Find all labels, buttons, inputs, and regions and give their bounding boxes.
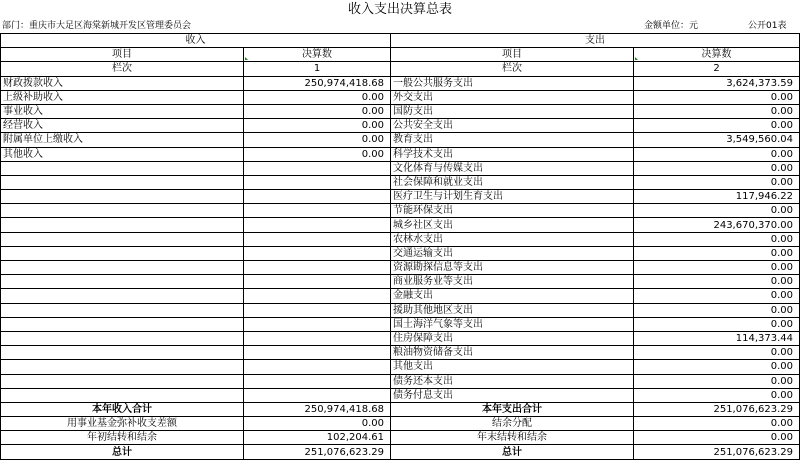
table-row	[1, 104, 800, 118]
expense-amount: 0.00	[634, 204, 800, 218]
income-amount: 0.00	[244, 133, 391, 147]
income-item-label	[1, 289, 244, 303]
income-item-label: 其他收入	[1, 147, 244, 161]
expense-item-label: 节能环保支出	[391, 204, 634, 218]
table-row	[1, 76, 800, 90]
income-item-label	[1, 232, 244, 246]
expense-item-label: 医疗卫生与计划生育支出	[391, 190, 634, 204]
income-amount	[244, 218, 391, 232]
income-item-label: 上级补助收入	[1, 90, 244, 104]
expense-amount: 0.00	[634, 261, 800, 275]
expense-total-label: 总计	[391, 445, 634, 459]
expense-item-label: 援助其他地区支出	[391, 303, 634, 317]
expense-item-label: 国土海洋气象等支出	[391, 317, 634, 331]
income-item-label: 经营收入	[1, 119, 244, 133]
expense-amount: 117,946.22	[634, 190, 800, 204]
income-item-label	[1, 303, 244, 317]
expense-amount: 0.00	[634, 90, 800, 104]
expense-item-label: 农林水支出	[391, 232, 634, 246]
expense-amount: 0.00	[634, 303, 800, 317]
income-amount: 250,974,418.68	[244, 76, 391, 90]
expense-amount: 0.00	[634, 119, 800, 133]
income-amount	[244, 204, 391, 218]
table-row	[1, 119, 800, 133]
income-amount	[244, 161, 391, 175]
expense-item-label: 外交支出	[391, 90, 634, 104]
total-row	[1, 445, 800, 459]
income-amount	[244, 303, 391, 317]
expense-col-number: 2	[634, 62, 800, 76]
income-item-label	[1, 218, 244, 232]
expense-amount: 0.00	[634, 147, 800, 161]
income-amount	[244, 388, 391, 402]
income-amount	[244, 360, 391, 374]
income-amount: 0.00	[244, 90, 391, 104]
table-row	[1, 246, 800, 260]
income-amount	[244, 289, 391, 303]
expense-amount: 0.00	[634, 360, 800, 374]
table-row	[1, 218, 800, 232]
expense-item-label: 城乡社区支出	[391, 218, 634, 232]
expense-item-header: 项目	[391, 48, 634, 62]
income-amount	[244, 261, 391, 275]
income-item-label: 事业收入	[1, 104, 244, 118]
table-row	[1, 289, 800, 303]
income-item-label	[1, 360, 244, 374]
table-row	[1, 147, 800, 161]
table-row	[1, 133, 800, 147]
table-row	[1, 303, 800, 317]
expense-amount-header: 决算数	[634, 48, 800, 62]
income-amount-header: 决算数	[244, 48, 391, 62]
income-total-label: 年初结转和结余	[1, 431, 244, 445]
table-row	[1, 331, 800, 345]
income-amount	[244, 175, 391, 189]
income-amount: 0.00	[244, 119, 391, 133]
income-item-label	[1, 261, 244, 275]
income-rowno-label: 栏次	[1, 62, 244, 76]
income-total-label: 用事业基金弥补收支差额	[1, 417, 244, 431]
income-item-label	[1, 388, 244, 402]
table-row	[1, 190, 800, 204]
expense-amount: 0.00	[634, 374, 800, 388]
income-total-amount: 250,974,418.68	[244, 402, 391, 416]
table-code: 公开01表	[748, 21, 787, 31]
expense-amount: 3,549,560.04	[634, 133, 800, 147]
expense-item-label: 粮油物资储备支出	[391, 346, 634, 360]
expense-amount: 0.00	[634, 317, 800, 331]
expense-item-label: 公共安全支出	[391, 119, 634, 133]
expense-item-label: 一般公共服务支出	[391, 76, 634, 90]
income-item-label	[1, 246, 244, 260]
table-row	[1, 317, 800, 331]
row-number-row	[1, 62, 800, 76]
expense-total-amount: 0.00	[634, 417, 800, 431]
expense-item-label: 社会保障和就业支出	[391, 175, 634, 189]
expense-item-label: 资源勘探信息等支出	[391, 261, 634, 275]
expense-item-label: 债务付息支出	[391, 388, 634, 402]
income-item-label	[1, 275, 244, 289]
unit-label: 金额单位：元	[644, 21, 699, 31]
budget-table	[0, 33, 800, 460]
income-item-label	[1, 204, 244, 218]
expense-amount: 0.00	[634, 388, 800, 402]
income-item-label	[1, 331, 244, 345]
section-header-row	[1, 34, 800, 48]
table-row	[1, 204, 800, 218]
table-row	[1, 374, 800, 388]
income-item-label	[1, 190, 244, 204]
income-item-label	[1, 317, 244, 331]
income-amount	[244, 346, 391, 360]
page-title: 收入支出决算总表	[347, 2, 452, 17]
income-amount	[244, 246, 391, 260]
expense-rowno-label: 栏次	[391, 62, 634, 76]
expense-item-label: 其他支出	[391, 360, 634, 374]
table-row	[1, 232, 800, 246]
expense-amount: 243,670,370.00	[634, 218, 800, 232]
expense-item-label: 国防支出	[391, 104, 634, 118]
income-amount	[244, 374, 391, 388]
expense-item-label: 债务还本支出	[391, 374, 634, 388]
expense-item-label: 文化体育与传媒支出	[391, 161, 634, 175]
income-item-label: 财政拨款收入	[1, 76, 244, 90]
expense-amount: 114,373.44	[634, 331, 800, 345]
total-row	[1, 431, 800, 445]
income-item-label	[1, 161, 244, 175]
department-label: 部门：重庆市大足区海棠新城开发区管理委员会	[2, 21, 192, 31]
table-row	[1, 90, 800, 104]
income-total-amount: 0.00	[244, 417, 391, 431]
expense-item-label: 交通运输支出	[391, 246, 634, 260]
expense-amount: 0.00	[634, 161, 800, 175]
income-col-number: 1	[244, 62, 391, 76]
expense-total-label: 年末结转和结余	[391, 431, 634, 445]
income-amount	[244, 190, 391, 204]
income-item-label	[1, 175, 244, 189]
table-row	[1, 175, 800, 189]
total-row	[1, 417, 800, 431]
expense-amount: 0.00	[634, 346, 800, 360]
expense-amount: 0.00	[634, 104, 800, 118]
income-total-label: 总计	[1, 445, 244, 459]
income-item-label: 附属单位上缴收入	[1, 133, 244, 147]
table-row	[1, 360, 800, 374]
expense-item-label: 金融支出	[391, 289, 634, 303]
income-amount: 0.00	[244, 104, 391, 118]
expense-header: 支出	[391, 34, 800, 48]
total-row	[1, 402, 800, 416]
table-row	[1, 161, 800, 175]
expense-total-amount: 251,076,623.29	[634, 445, 800, 459]
expense-amount: 3,624,373.59	[634, 76, 800, 90]
table-row	[1, 346, 800, 360]
income-total-amount: 102,204.61	[244, 431, 391, 445]
income-total-label: 本年收入合计	[1, 402, 244, 416]
expense-total-amount: 0.00	[634, 431, 800, 445]
income-amount	[244, 275, 391, 289]
expense-item-label: 商业服务业等支出	[391, 275, 634, 289]
expense-amount: 0.00	[634, 275, 800, 289]
income-item-label	[1, 346, 244, 360]
income-amount	[244, 232, 391, 246]
table-row	[1, 388, 800, 402]
column-header-row	[1, 48, 800, 62]
income-total-amount: 251,076,623.29	[244, 445, 391, 459]
income-item-header: 项目	[1, 48, 244, 62]
income-header: 收入	[1, 34, 391, 48]
expense-amount: 0.00	[634, 246, 800, 260]
income-item-label	[1, 374, 244, 388]
expense-item-label: 住房保障支出	[391, 331, 634, 345]
expense-amount: 0.00	[634, 232, 800, 246]
expense-amount: 0.00	[634, 175, 800, 189]
expense-item-label: 教育支出	[391, 133, 634, 147]
income-amount: 0.00	[244, 147, 391, 161]
table-row	[1, 261, 800, 275]
expense-total-label: 本年支出合计	[391, 402, 634, 416]
expense-amount: 0.00	[634, 289, 800, 303]
expense-total-amount: 251,076,623.29	[634, 402, 800, 416]
expense-item-label: 科学技术支出	[391, 147, 634, 161]
table-row	[1, 275, 800, 289]
expense-total-label: 结余分配	[391, 417, 634, 431]
income-amount	[244, 331, 391, 345]
income-amount	[244, 317, 391, 331]
